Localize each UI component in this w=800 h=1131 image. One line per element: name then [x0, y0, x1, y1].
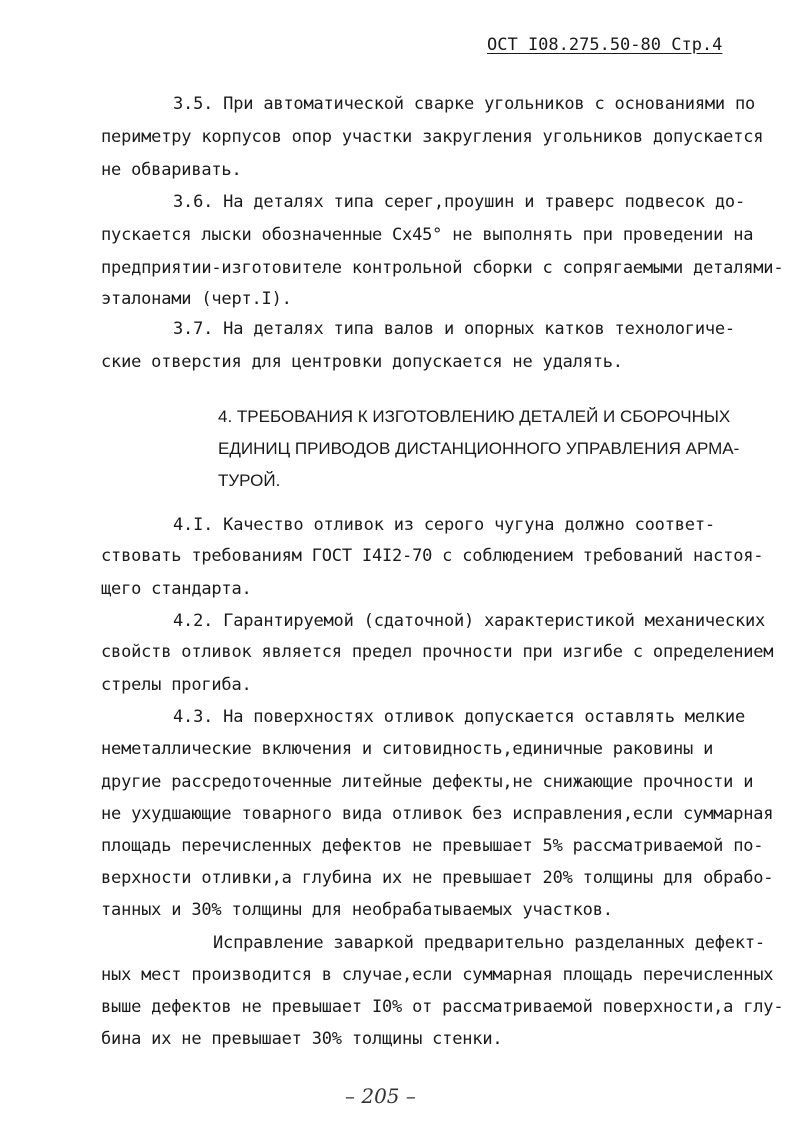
- text-line: свойств отливок является предел прочности при изгибе с определением: [101, 642, 774, 662]
- text-line: верхности отливки,а глубина их не превышает 20% толщины для обрабо-: [101, 868, 774, 888]
- text-line: ские отверстия для центровки допускается не удалять.: [101, 352, 623, 372]
- text-line: периметру корпусов опор участки закругления угольников допускается: [101, 127, 764, 147]
- text-line: эталонами (черт.I).: [101, 289, 292, 309]
- text-line: Исправление заваркой предварительно разделанных дефект-: [213, 933, 765, 953]
- text-line: щего стандарта.: [101, 579, 252, 599]
- heading-line: ЕДИНИЦ ПРИВОДОВ ДИСТАНЦИОННОГО УПРАВЛЕНИЯ АРМА-: [218, 439, 740, 458]
- text-line: ных мест производится в случае,если суммарная площадь перечисленных: [101, 965, 774, 985]
- page-header: ОСТ I08.275.50-80 Стр.4: [487, 35, 723, 55]
- text-line: танных и 30% толщины для необрабатываемых участков.: [101, 900, 613, 920]
- text-line: 4.I. Качество отливок из серого чугуна должно соответ-: [173, 515, 715, 535]
- text-line: неметаллические включения и ситовидность,единичные раковины и: [101, 739, 714, 759]
- text-line: не обваривать.: [101, 160, 242, 180]
- text-line: другие рассредоточенные литейные дефекты,не снижающие прочности и: [101, 772, 754, 792]
- text-line: стрелы прогиба.: [101, 675, 252, 695]
- text-line: 3.6. На деталях типа серег,проушин и траверс подвесок до-: [173, 192, 745, 212]
- page-number: – 205 –: [345, 1084, 416, 1108]
- heading-line: ТУРОЙ.: [218, 471, 281, 490]
- text-line: бина их не превышает 30% толщины стенки.: [101, 1029, 503, 1049]
- heading-line: 4. ТРЕБОВАНИЯ К ИЗГОТОВЛЕНИЮ ДЕТАЛЕЙ И СБОРОЧНЫХ: [218, 407, 731, 426]
- text-line: пускается лыски обозначенные Сх45° не выполнять при проведении на: [101, 225, 754, 245]
- text-line: 4.2. Гарантируемой (сдаточной) характеристикой механических: [173, 611, 766, 631]
- text-line: выше дефектов не превышает I0% от рассматриваемой поверхности,а глу-: [101, 997, 784, 1017]
- text-line: не ухудшающие товарного вида отливок без исправления,если суммарная: [101, 804, 774, 824]
- text-line: 4.3. На поверхностях отливок допускается оставлять мелкие: [173, 707, 745, 727]
- text-line: 3.7. На деталях типа валов и опорных катков технологиче-: [173, 319, 735, 339]
- text-line: предприятии-изготовителе контрольной сборки с сопрягаемыми деталями-: [101, 258, 784, 278]
- text-line: ствовать требованиям ГОСТ I4I2-70 с соблюдением требований настоя-: [101, 546, 764, 566]
- text-line: 3.5. При автоматической сварке угольников с основаниями по: [173, 94, 756, 114]
- text-line: площадь перечисленных дефектов не превышает 5% рассматриваемой по-: [101, 836, 764, 856]
